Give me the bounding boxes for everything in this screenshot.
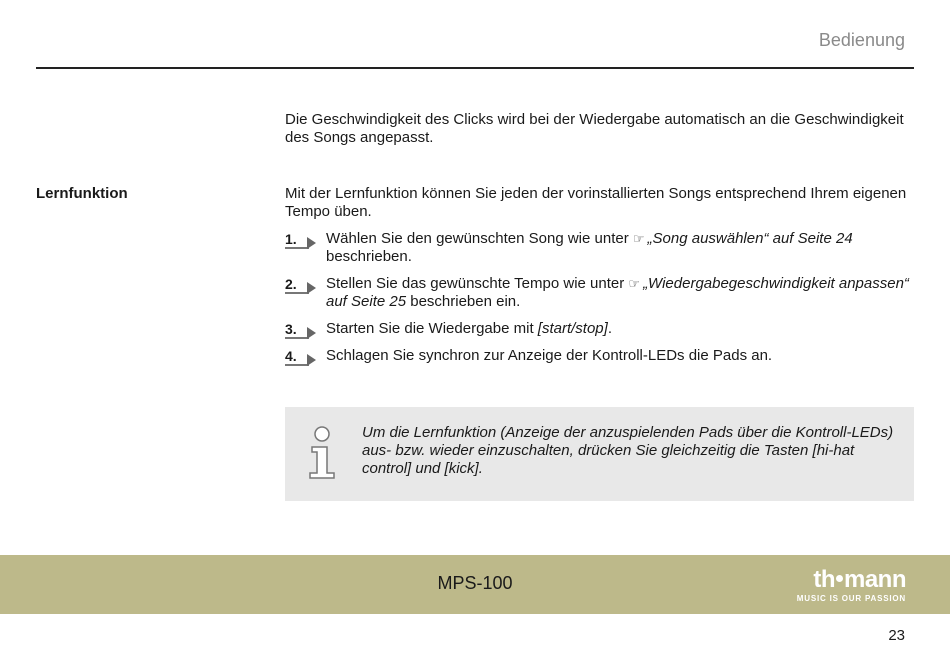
note-text: Um die Lernfunktion (Anzeige der anzuspielenden Pads über die Kontroll-LEDs) aus- bzw. wieder einzuschalten, drücken Sie gleichzeitig die Tasten [hi-hat control] und [kick]. [362, 424, 894, 477]
step-text: Starten Sie die Wiedergabe mit [326, 320, 538, 337]
step-number: 1. [285, 230, 317, 250]
button-name: [start/stop] [537, 320, 608, 337]
pointing-hand-icon: ☞ [632, 231, 645, 246]
footer-band [0, 555, 950, 614]
arrow-icon [307, 237, 316, 249]
brand-logo: th mann MUSIC IS OUR PASSION [796, 566, 906, 603]
step-text: Stellen Sie das gewünschte Tempo wie unter [326, 275, 629, 292]
page-number: 23 [888, 627, 905, 644]
step-text-end: beschrieben. [326, 248, 412, 265]
arrow-icon [307, 354, 316, 366]
arrow-icon [307, 282, 316, 294]
step-item [285, 347, 915, 365]
step-number: 4. [285, 347, 317, 367]
step-number: 3. [285, 320, 317, 340]
page-reference-link[interactable]: ☞ „Song auswählen“ auf Seite 24 [632, 230, 853, 247]
page-reference-link[interactable]: ☞ „Wiedergabegeschwindigkeit anpassen“ auf Seite 25 [326, 275, 909, 310]
section-heading: Lernfunktion [36, 185, 128, 202]
header-rule [36, 67, 914, 69]
step-text-end: beschrieben ein. [406, 293, 521, 310]
pointing-hand-icon: ☞ [628, 276, 641, 291]
step-item [285, 320, 915, 338]
header-title: Bedienung [818, 30, 905, 50]
model-name: MPS-100 [437, 573, 513, 593]
step-item [285, 230, 915, 266]
arrow-icon [307, 327, 316, 339]
step-text: Wählen Sie den gewünschten Song wie unter [326, 230, 633, 247]
intro-paragraph: Die Geschwindigkeit des Clicks wird bei der Wiedergabe automatisch an die Geschwindigkeit des Songs angepasst. [285, 111, 904, 146]
steps-list [285, 230, 915, 374]
step-text-end: . [607, 320, 612, 337]
note-box [285, 407, 914, 501]
info-icon [307, 425, 339, 481]
step-item [285, 275, 915, 311]
step-text: Schlagen Sie synchron zur Anzeige der Kontroll-LEDs die Pads an. [326, 347, 773, 364]
section-paragraph: Mit der Lernfunktion können Sie jeden der vorinstallierten Songs entsprechend Ihrem eigenen Tempo üben. [285, 185, 907, 220]
brand-tagline: MUSIC IS OUR PASSION [796, 594, 906, 603]
step-number: 2. [285, 275, 317, 295]
